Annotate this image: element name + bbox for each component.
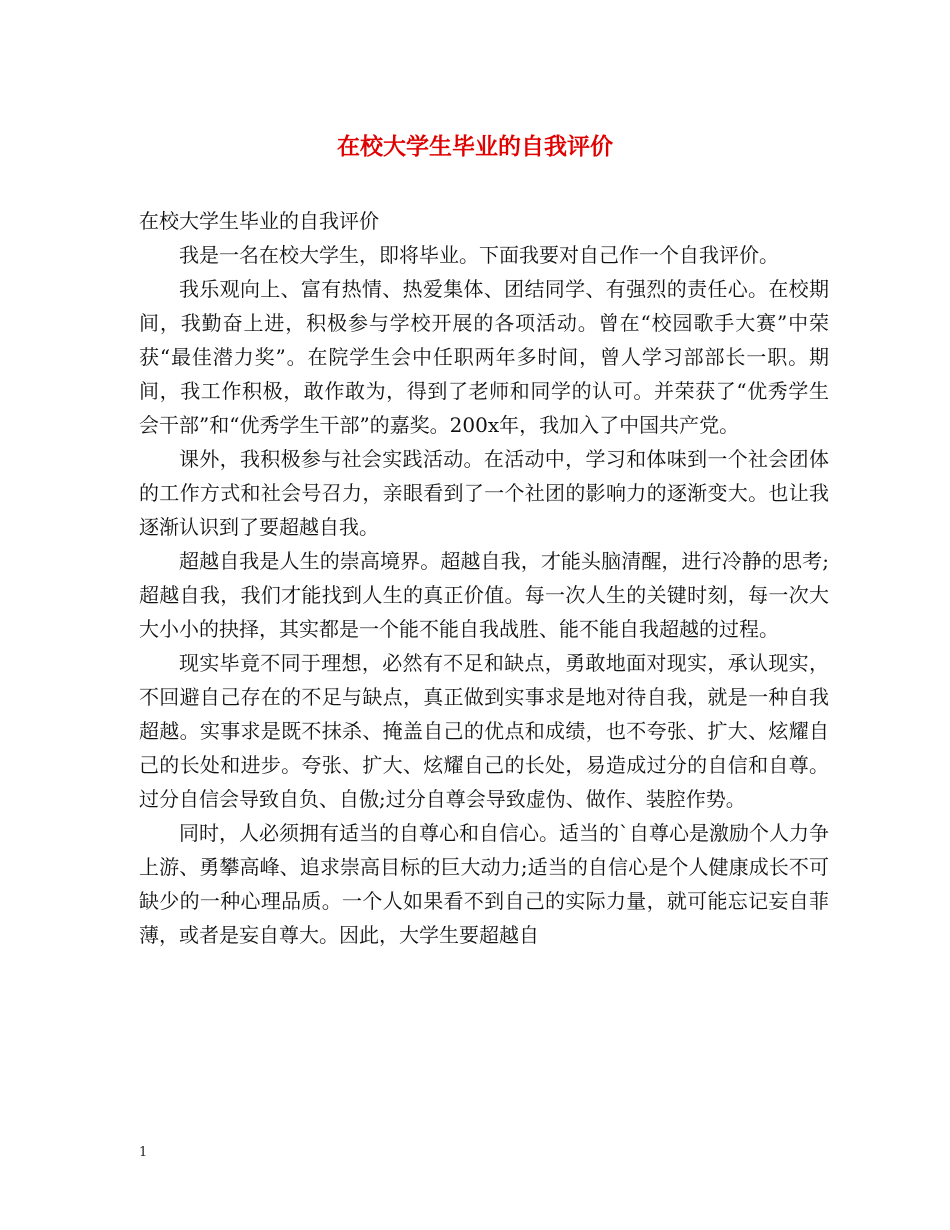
paragraph-self-esteem: 同时，人必须拥有适当的自尊心和自信心。适当的`自尊心是激励个人力争上游、勇攀高峰、追求崇高目标的巨大动力;适当的自信心是个人健康成长不可缺少的一种心理品质。一个人如果看不到自己的实际力量，就可能忘记妄自菲薄，或者是妄自尊大。因此，大学生要超越自	[139, 821, 829, 947]
paragraph-personality: 我乐观向上、富有热情、热爱集体、团结同学、有强烈的责任心。在校期间，我勤奋上进，积极参与学校开展的各项活动。曾在“校园歌手大赛”中荣获“最佳潜力奖”。在院学生会中任职两年多时间，曾人学习部部长一职。期间，我工作积极，敢作敢为，得到了老师和同学的认可。并荣获了“优秀学生会干部”和“优秀学生干部”的嘉奖。200x年，我加入了中国共产党。	[139, 277, 829, 437]
document-subtitle: 在校大学生毕业的自我评价	[139, 209, 379, 233]
paragraph-self-transcendence: 超越自我是人生的崇高境界。超越自我，才能头脑清醒，进行冷静的思考;超越自我，我们才能找到人生的真正价值。每一次人生的关键时刻，每一次大大小小的抉择，其实都是一个能不能自我战胜、能不能自我超越的过程。	[139, 549, 829, 641]
document-title: 在校大学生毕业的自我评价	[337, 133, 613, 160]
paragraph-reality: 现实毕竟不同于理想，必然有不足和缺点，勇敢地面对现实，承认现实，不回避自己存在的不足与缺点，真正做到实事求是地对待自我，就是一种自我超越。实事求是既不抹杀、掩盖自己的优点和成绩，也不夸张、扩大、炫耀自己的长处和进步。夸张、扩大、炫耀自己的长处，易造成过分的自信和自尊。过分自信会导致自负、自傲;过分自尊会导致虚伪、做作、装腔作势。	[139, 651, 829, 811]
page-number: 1	[139, 1145, 148, 1160]
paragraph-extracurricular: 课外，我积极参与社会实践活动。在活动中，学习和体味到一个社会团体的工作方式和社会号召力，亲眼看到了一个社团的影响力的逐渐变大。也让我逐渐认识到了要超越自我。	[139, 447, 829, 539]
document-body	[139, 204, 829, 952]
paragraph-intro: 我是一名在校大学生，即将毕业。下面我要对自己作一个自我评价。	[179, 243, 779, 267]
